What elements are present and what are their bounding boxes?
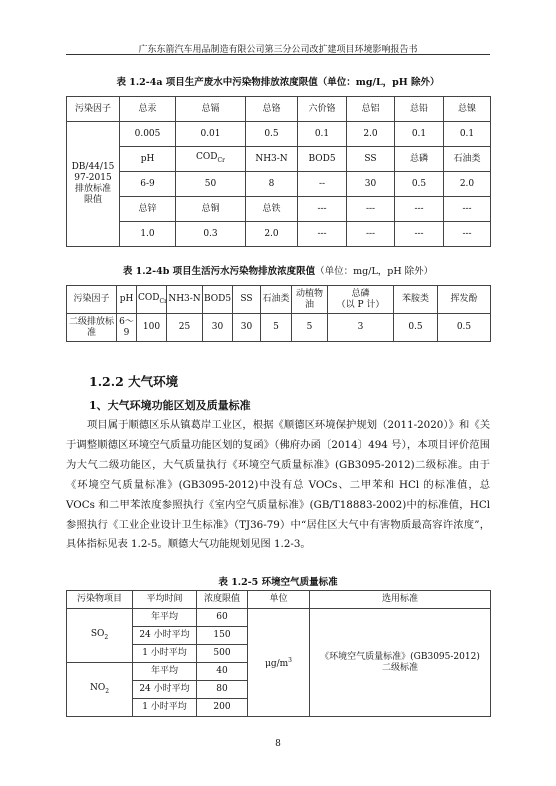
table-cell: 总磷 （以 P 计） [328,286,394,314]
table-cell: 总镉 [176,97,246,122]
table-cell: 0.5 [395,172,444,197]
table-cell: 2.0 [444,172,491,197]
table-4b-caption: 表 1.2-4b 项目生活污水污染物排放浓度限值（单位：mg/L，pH 除外） [122,266,434,277]
table-cell: 年平均 [133,609,197,627]
standard-cell: 《环境空气质量标准》(GB3095-2012)二级标准 [310,609,491,717]
table-cell: NH3-N [167,286,203,314]
table-cell: 总镍 [444,97,491,122]
table-cell: 0.005 [120,122,176,147]
table-cell: 0.5 [246,122,298,147]
table-cell: 总汞 [120,97,176,122]
table-row [67,147,491,172]
table-cell: 总铅 [395,97,444,122]
table-cell: 60 [197,609,248,627]
table-cell: 6～9 [117,314,137,342]
standard-label: DB/44/15 97-2015 排放标准 限值 [67,122,120,247]
table-row [67,122,491,147]
table-row [67,286,491,314]
table-row [67,314,491,342]
table-cell: 100 [137,314,167,342]
table-cell: 30 [233,314,261,342]
table-cell: 6-9 [120,172,176,197]
table-cell: --- [347,222,395,247]
table-row [67,97,491,122]
table-4a-caption: 表 1.2-4a 项目生产废水中污染物排放浓度限值（单位：mg/L，pH 除外） [116,77,440,88]
table-cell: 1 小时平均 [133,645,197,663]
table-cell: 总铝 [347,97,395,122]
table-cell: 24 小时平均 [133,627,197,645]
body-paragraph: 项目属于顺德区乐从镇葛岸工业区，根据《顺德区环境保护规划（2011-2020）》和《关于调整顺德区环境空气质量功能区划的复函》（佛府办函〔2014〕494 号），本项目评价范围为大气二级功能区，大气质量执行《环境空气质量标准》(GB3095-2012)二级标准。由于《环境空气质量标准》(GB3095-2012)中没有总 VOCs、二甲苯和 HCl 的标准值，总 VOCs 和二甲苯浓度参照执行《室内空气质量标准》(GB/T18883-2002)中的标准值，HCl 参照执行《工业企业设计卫生标准》（TJ36-79）中“居住区大气中有害物质最高容许浓度”，具体指标见表 1.2-5。顺德大气功能规划见图 1.2-3。 [66,419,490,551]
table-cell: 2.0 [347,122,395,147]
table-cell: --- [444,222,491,247]
pollutant-so2: $SO_2$ [67,609,133,663]
table-cell: 0.3 [176,222,246,247]
table-cell: pH [120,147,176,172]
table-cell: 石油类 [444,147,491,172]
table-header: 选用标准 [310,591,491,609]
table-cell: 总磷 [395,147,444,172]
table-cell: 2.0 [246,222,298,247]
table-cell: 3 [328,314,394,342]
pollutant-no2: $NO_2$ [67,663,133,717]
table-cell: 1.0 [120,222,176,247]
table-cell: 六价铬 [298,97,347,122]
table-header: 污染物项目 [67,591,133,609]
table-cell: --- [444,197,491,222]
table-cell: 0.5 [438,314,491,342]
table-cell: --- [298,222,347,247]
table-cell: 总铜 [176,197,246,222]
table-row [67,591,491,609]
table-cell: 1 小时平均 [133,699,197,717]
table-header: 浓度限值 [197,591,248,609]
table-cell: 总铬 [246,97,298,122]
table-cell: --- [395,197,444,222]
table-cell: SS [347,147,395,172]
table-4b [66,285,491,342]
table-cell: $COD_{Cr}$ [137,286,167,314]
header-rule [66,54,490,55]
table-cell: BOD5 [203,286,233,314]
row-label: 污染因子 [67,97,120,122]
table-cell: 40 [197,663,248,681]
table-row [67,609,491,627]
row-label: 污染因子 [67,286,117,314]
running-header: 广东东箭汽车用品制造有限公司第三分公司改扩建项目环境影响报告书 [138,45,418,55]
table-cell: $COD_{Cr}$ [176,147,246,172]
page-number: 8 [275,739,281,749]
table-cell: 5 [292,314,328,342]
table-cell: 5 [261,314,292,342]
table-cell: 500 [197,645,248,663]
table-cell: 挥发酚 [438,286,491,314]
table-cell: 25 [167,314,203,342]
table-cell: BOD5 [298,147,347,172]
table-header: 平均时间 [133,591,197,609]
table-cell: 80 [197,681,248,699]
table-5-caption: 表 1.2-5 环境空气质量标准 [218,577,338,588]
table-cell: 150 [197,627,248,645]
table-cell: NH3-N [246,147,298,172]
table-cell: --- [395,222,444,247]
table-cell: 0.1 [298,122,347,147]
table-cell: pH [117,286,137,314]
table-cell: 总锌 [120,197,176,222]
table-cell: 年平均 [133,663,197,681]
table-cell: 200 [197,699,248,717]
table-cell: 8 [246,172,298,197]
table-cell: 30 [347,172,395,197]
table-cell: --- [298,197,347,222]
table-header: 单位 [248,591,310,609]
table-5 [66,590,491,717]
table-row [67,172,491,197]
table-row [67,197,491,222]
table-cell: 0.01 [176,122,246,147]
table-cell: SS [233,286,261,314]
table-cell: 苯胺类 [394,286,438,314]
table-cell: 24 小时平均 [133,681,197,699]
table-cell: -- [298,172,347,197]
table-cell: 石油类 [261,286,292,314]
subsection-heading: 1、大气环境功能区划及质量标准 [89,399,251,412]
table-cell: 0.5 [394,314,438,342]
table-cell: 30 [203,314,233,342]
table-cell: 总铁 [246,197,298,222]
table-cell: 50 [176,172,246,197]
table-cell: --- [347,197,395,222]
table-4a [66,96,491,247]
table-cell: 0.1 [395,122,444,147]
table-cell: 动植物油 [292,286,328,314]
table-row [67,222,491,247]
unit-cell: $\mu g/m^3$ [248,609,310,717]
row-label: 二级排放标准 [67,314,117,342]
section-heading: 1.2.2 大气环境 [89,374,179,389]
table-cell: 0.1 [444,122,491,147]
